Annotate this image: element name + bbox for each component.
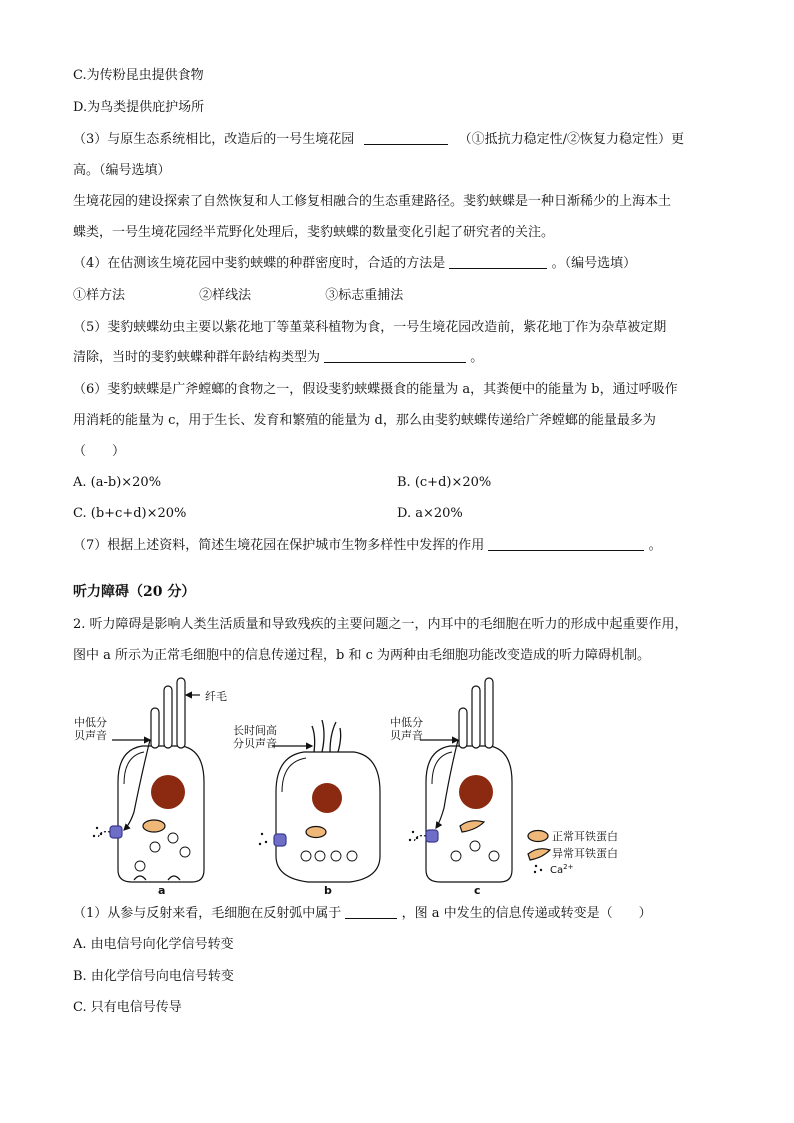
cell-a-membrane [118, 746, 204, 882]
legend-abnormal-label: 异常耳铁蛋白 [552, 847, 618, 860]
cell-a-cilium-3 [177, 678, 185, 748]
cell-a-cilium-2 [164, 686, 172, 748]
figure-legend [528, 829, 618, 876]
q7-text-b: 。 [648, 538, 662, 553]
q3-text-a: （3）与原生态系统相比，改造后的一号生境花园 [73, 132, 355, 147]
q7-text-a: （7）根据上述资料，简述生境花园在保护城市生物多样性中发挥的作用 [73, 538, 485, 553]
q4-option-2: ②样线法 [199, 288, 252, 303]
legend-normal-swatch [528, 831, 548, 842]
q5-text-b: 清除，当时的斐豹蛱蝶种群年龄结构类型为 [73, 350, 321, 365]
paragraph-line-2: 蝶类，一号生境花园经半荒野化处理后，斐豹蛱蝶的数量变化引起了研究者的关注。 [73, 225, 555, 240]
cell-c-cilium-2 [472, 686, 480, 748]
hair-cell-figure [0, 672, 794, 902]
q6-line3: （ ） [73, 444, 126, 459]
cell-a-nucleus [151, 775, 185, 809]
p2-line1: 2. 听力障碍是影响人类生活质量和导致残疾的主要问题之一，内耳中的毛细胞在听力的形成中起重要作用， [73, 617, 688, 632]
q1-option-b[interactable]: B. 由化学信号向电信号转变 [73, 969, 234, 984]
q5-line2 [73, 348, 483, 368]
q4-option-3: ③标志重捕法 [325, 288, 404, 303]
q4-options [73, 286, 403, 306]
cell-b-membrane [276, 752, 380, 882]
panel-label-c: c [474, 884, 481, 897]
cell-b-damaged-cilia [312, 720, 341, 752]
q5-text-c: 。 [470, 350, 484, 365]
q1-text-a: （1）从参与反射来看，毛细胞在反射弧中属于 [73, 906, 342, 921]
cell-c [409, 678, 512, 882]
p2-line2: 图中 a 所示为正常毛细胞中的信息传递过程，b 和 c 为两种由毛细胞功能改变造成的听力障碍机制。 [73, 648, 651, 663]
q3-blank[interactable] [364, 130, 448, 145]
label-a-sound-2: 贝声音 [74, 729, 107, 742]
q6-option-a[interactable]: A. (a-b)×20% [73, 475, 162, 490]
q4-text-b: 。（编号选填） [551, 256, 637, 271]
cell-c-cilium-3 [485, 678, 493, 748]
question-3 [73, 130, 684, 150]
q1-text-b: ，图 a 中发生的信息传递或转变是（ ） [401, 906, 652, 921]
label-c-sound-1: 中低分 [390, 716, 423, 729]
question-4 [73, 254, 636, 274]
cell-a-protein [143, 820, 165, 832]
legend-ca-label: $Ca^{2+}$ [550, 863, 574, 876]
cell-a [93, 678, 204, 882]
q1-option-a[interactable]: A. 由电信号向化学信号转变 [73, 937, 234, 952]
label-cilia: 纤毛 [205, 690, 227, 703]
cell-c-abnormal-protein [460, 821, 484, 832]
legend-normal-label: 正常耳铁蛋白 [552, 830, 618, 843]
cell-c-nucleus [459, 775, 493, 809]
label-b-sound-1: 长时间高 [233, 724, 277, 737]
label-c-sound-2: 贝声音 [390, 729, 423, 742]
cell-b-channel [274, 834, 286, 846]
q5-line1: （5）斐豹蛱蝶幼虫主要以紫花地丁等堇菜科植物为食，一号生境花园改造前，紫花地丁作为杂草被定期 [73, 320, 667, 335]
line-d-option: D.为鸟类提供庇护场所 [73, 100, 205, 115]
q6-option-b[interactable]: B. (c+d)×20% [397, 475, 492, 490]
panel-label-a: a [158, 884, 166, 897]
cell-a-channel [110, 826, 122, 838]
q1-option-c[interactable]: C. 只有电信号传导 [73, 1000, 182, 1015]
cell-c-cilium-1 [459, 708, 467, 748]
q3-line2: 高。（编号选填） [73, 163, 171, 178]
q6-line2: 用消耗的能量为 c，用于生长、发育和繁殖的能量为 d，那么由斐豹蛱蝶传递给广斧螳螂的能量最多为 [73, 413, 656, 428]
question-7 [73, 536, 662, 556]
q4-blank[interactable] [449, 254, 547, 269]
q3-text-b: （①抵抗力稳定性/②恢复力稳定性）更 [458, 132, 684, 147]
cell-c-channel [426, 830, 438, 842]
label-b-sound-2: 分贝声音 [233, 737, 277, 750]
cell-a-cilium-1 [151, 708, 159, 748]
q1-blank[interactable] [345, 904, 397, 919]
q4-option-1: ①样方法 [73, 288, 126, 303]
section-heading: 听力障碍（20 分） [73, 584, 196, 600]
paragraph-line-1: 生境花园的建设探索了自然恢复和人工修复相融合的生态重建路径。斐豹蛱蝶是一种日渐稀少的上海本土 [73, 194, 672, 209]
legend-abnormal-swatch [528, 849, 550, 860]
panel-label-b: b [324, 884, 332, 897]
q6-option-d[interactable]: D. a×20% [397, 506, 463, 521]
cell-b-nucleus [312, 783, 342, 813]
q5-blank[interactable] [324, 348, 466, 363]
line-c-option: C.为传粉昆虫提供食物 [73, 68, 204, 83]
label-a-sound-1: 中低分 [74, 716, 107, 729]
q6-option-c[interactable]: C. (b+c+d)×20% [73, 506, 187, 521]
cell-b-protein [306, 827, 326, 838]
q7-blank[interactable] [488, 536, 644, 551]
q1-line1 [73, 904, 652, 924]
q4-text-a: （4）在估测该生境花园中斐豹蛱蝶的种群密度时，合适的方法是 [73, 256, 446, 271]
cell-c-membrane [426, 746, 512, 882]
q6-line1: （6）斐豹蛱蝶是广斧螳螂的食物之一，假设斐豹蛱蝶摄食的能量为 a，其粪便中的能量为 b，通过呼吸作 [73, 382, 678, 397]
